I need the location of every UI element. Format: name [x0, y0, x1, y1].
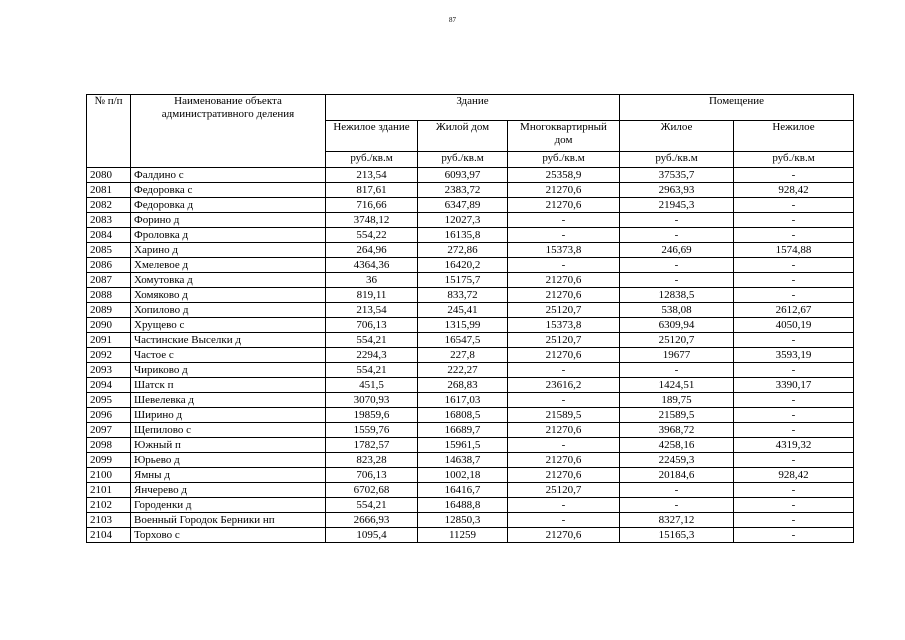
- nonresidential-premises-value: -: [734, 363, 854, 378]
- table-row: [87, 273, 854, 288]
- table-row: [87, 468, 854, 483]
- residential-premises-value: 6309,94: [620, 318, 734, 333]
- nonresidential-building-value: 1095,4: [326, 528, 418, 543]
- nonresidential-premises-value: -: [734, 288, 854, 303]
- table-row: [87, 378, 854, 393]
- residential-house-value: 222,27: [418, 363, 508, 378]
- residential-premises-value: -: [620, 273, 734, 288]
- table-row: [87, 213, 854, 228]
- nonresidential-building-value: 213,54: [326, 303, 418, 318]
- table-body: [87, 168, 854, 543]
- nonresidential-premises-value: -: [734, 168, 854, 183]
- object-name: Фроловка д: [131, 228, 326, 243]
- nonresidential-building-value: 3748,12: [326, 213, 418, 228]
- residential-premises-value: 538,08: [620, 303, 734, 318]
- nonresidential-premises-value: -: [734, 333, 854, 348]
- row-number: 2101: [87, 483, 131, 498]
- residential-premises-value: 8327,12: [620, 513, 734, 528]
- apartment-building-value: 21270,6: [508, 528, 620, 543]
- row-number: 2085: [87, 243, 131, 258]
- nonresidential-premises-value: -: [734, 408, 854, 423]
- residential-premises-value: 246,69: [620, 243, 734, 258]
- residential-premises-value: 19677: [620, 348, 734, 363]
- residential-house-value: 16547,5: [418, 333, 508, 348]
- header-nonresidential-premises: Нежилое: [734, 121, 854, 152]
- nonresidential-building-value: 706,13: [326, 468, 418, 483]
- residential-premises-value: 189,75: [620, 393, 734, 408]
- apartment-building-value: -: [508, 363, 620, 378]
- row-number: 2080: [87, 168, 131, 183]
- object-name: Ямны д: [131, 468, 326, 483]
- residential-premises-value: -: [620, 498, 734, 513]
- apartment-building-value: 25120,7: [508, 333, 620, 348]
- residential-premises-value: -: [620, 363, 734, 378]
- row-number: 2097: [87, 423, 131, 438]
- nonresidential-premises-value: -: [734, 483, 854, 498]
- data-table: [86, 94, 854, 543]
- residential-house-value: 14638,7: [418, 453, 508, 468]
- row-number: 2086: [87, 258, 131, 273]
- nonresidential-building-value: 823,28: [326, 453, 418, 468]
- apartment-building-value: 15373,8: [508, 243, 620, 258]
- nonresidential-building-value: 554,22: [326, 228, 418, 243]
- residential-house-value: 6093,97: [418, 168, 508, 183]
- object-name: Южный п: [131, 438, 326, 453]
- residential-house-value: 16420,2: [418, 258, 508, 273]
- apartment-building-value: -: [508, 498, 620, 513]
- row-number: 2098: [87, 438, 131, 453]
- table-row: [87, 393, 854, 408]
- residential-premises-value: 22459,3: [620, 453, 734, 468]
- object-name: Торхово с: [131, 528, 326, 543]
- nonresidential-building-value: 706,13: [326, 318, 418, 333]
- object-name: Городенки д: [131, 498, 326, 513]
- nonresidential-premises-value: -: [734, 513, 854, 528]
- apartment-building-value: 21589,5: [508, 408, 620, 423]
- nonresidential-premises-value: 4319,32: [734, 438, 854, 453]
- apartment-building-value: -: [508, 228, 620, 243]
- apartment-building-value: -: [508, 393, 620, 408]
- nonresidential-premises-value: 4050,19: [734, 318, 854, 333]
- apartment-building-value: -: [508, 438, 620, 453]
- residential-house-value: 245,41: [418, 303, 508, 318]
- residential-house-value: 16488,8: [418, 498, 508, 513]
- nonresidential-premises-value: 3593,19: [734, 348, 854, 363]
- row-number: 2096: [87, 408, 131, 423]
- table-row: [87, 483, 854, 498]
- table-row: [87, 183, 854, 198]
- residential-premises-value: 15165,3: [620, 528, 734, 543]
- nonresidential-premises-value: -: [734, 393, 854, 408]
- apartment-building-value: 23616,2: [508, 378, 620, 393]
- table-row: [87, 528, 854, 543]
- nonresidential-premises-value: 928,42: [734, 183, 854, 198]
- object-name: Федоровка д: [131, 198, 326, 213]
- table-row: [87, 318, 854, 333]
- table-row: [87, 453, 854, 468]
- nonresidential-building-value: 1559,76: [326, 423, 418, 438]
- residential-premises-value: -: [620, 213, 734, 228]
- nonresidential-building-value: 819,11: [326, 288, 418, 303]
- apartment-building-value: -: [508, 513, 620, 528]
- apartment-building-value: -: [508, 258, 620, 273]
- nonresidential-building-value: 817,61: [326, 183, 418, 198]
- nonresidential-building-value: 2666,93: [326, 513, 418, 528]
- nonresidential-premises-value: -: [734, 498, 854, 513]
- unit-label: руб./кв.м: [418, 152, 508, 168]
- apartment-building-value: 21270,6: [508, 423, 620, 438]
- table-row: [87, 363, 854, 378]
- row-number: 2084: [87, 228, 131, 243]
- row-number: 2090: [87, 318, 131, 333]
- residential-house-value: 268,83: [418, 378, 508, 393]
- nonresidential-building-value: 554,21: [326, 498, 418, 513]
- row-number: 2082: [87, 198, 131, 213]
- residential-premises-value: -: [620, 483, 734, 498]
- apartment-building-value: 15373,8: [508, 318, 620, 333]
- row-number: 2083: [87, 213, 131, 228]
- nonresidential-building-value: 554,21: [326, 333, 418, 348]
- nonresidential-building-value: 6702,68: [326, 483, 418, 498]
- table-row: [87, 198, 854, 213]
- residential-premises-value: 2963,93: [620, 183, 734, 198]
- table-row: [87, 243, 854, 258]
- nonresidential-premises-value: -: [734, 423, 854, 438]
- nonresidential-building-value: 2294,3: [326, 348, 418, 363]
- nonresidential-building-value: 1782,57: [326, 438, 418, 453]
- nonresidential-premises-value: 1574,88: [734, 243, 854, 258]
- residential-house-value: 16689,7: [418, 423, 508, 438]
- header-apartment-building: Многоквартирный дом: [508, 121, 620, 152]
- residential-premises-value: -: [620, 258, 734, 273]
- nonresidential-building-value: 36: [326, 273, 418, 288]
- header-residential-house: Жилой дом: [418, 121, 508, 152]
- residential-house-value: 833,72: [418, 288, 508, 303]
- residential-premises-value: 3968,72: [620, 423, 734, 438]
- apartment-building-value: 21270,6: [508, 468, 620, 483]
- row-number: 2094: [87, 378, 131, 393]
- row-number: 2099: [87, 453, 131, 468]
- table-row: [87, 348, 854, 363]
- table-row: [87, 333, 854, 348]
- residential-premises-value: 21589,5: [620, 408, 734, 423]
- object-name: Юрьево д: [131, 453, 326, 468]
- residential-premises-value: 4258,16: [620, 438, 734, 453]
- object-name: Хрущево с: [131, 318, 326, 333]
- residential-house-value: 12027,3: [418, 213, 508, 228]
- object-name: Частинские Выселки д: [131, 333, 326, 348]
- nonresidential-premises-value: -: [734, 228, 854, 243]
- table-row: [87, 408, 854, 423]
- apartment-building-value: 21270,6: [508, 273, 620, 288]
- header-building: Здание: [326, 95, 620, 121]
- object-name: Фалдино с: [131, 168, 326, 183]
- object-name: Федоровка с: [131, 183, 326, 198]
- table-row: [87, 438, 854, 453]
- row-number: 2100: [87, 468, 131, 483]
- residential-house-value: 12850,3: [418, 513, 508, 528]
- row-number: 2091: [87, 333, 131, 348]
- residential-house-value: 1002,18: [418, 468, 508, 483]
- table-row: [87, 288, 854, 303]
- table-row: [87, 423, 854, 438]
- row-number: 2088: [87, 288, 131, 303]
- residential-house-value: 227,8: [418, 348, 508, 363]
- object-name: Ширино д: [131, 408, 326, 423]
- residential-premises-value: 37535,7: [620, 168, 734, 183]
- nonresidential-premises-value: -: [734, 273, 854, 288]
- nonresidential-premises-value: 928,42: [734, 468, 854, 483]
- unit-label: руб./кв.м: [508, 152, 620, 168]
- object-name: Хмелевое д: [131, 258, 326, 273]
- object-name: Хомяково д: [131, 288, 326, 303]
- apartment-building-value: -: [508, 213, 620, 228]
- table-row: [87, 228, 854, 243]
- nonresidential-building-value: 451,5: [326, 378, 418, 393]
- nonresidential-premises-value: -: [734, 213, 854, 228]
- object-name: Форино д: [131, 213, 326, 228]
- row-number: 2095: [87, 393, 131, 408]
- row-number: 2103: [87, 513, 131, 528]
- apartment-building-value: 21270,6: [508, 453, 620, 468]
- row-number: 2081: [87, 183, 131, 198]
- table-row: [87, 258, 854, 273]
- residential-house-value: 15175,7: [418, 273, 508, 288]
- object-name: Шевелевка д: [131, 393, 326, 408]
- apartment-building-value: 25120,7: [508, 303, 620, 318]
- object-name: Шатск п: [131, 378, 326, 393]
- table-row: [87, 303, 854, 318]
- nonresidential-premises-value: -: [734, 198, 854, 213]
- object-name: Харино д: [131, 243, 326, 258]
- residential-house-value: 16808,5: [418, 408, 508, 423]
- residential-house-value: 16416,7: [418, 483, 508, 498]
- object-name: Чириково д: [131, 363, 326, 378]
- nonresidential-building-value: 264,96: [326, 243, 418, 258]
- nonresidential-premises-value: -: [734, 528, 854, 543]
- nonresidential-premises-value: -: [734, 258, 854, 273]
- apartment-building-value: 21270,6: [508, 183, 620, 198]
- header-premises: Помещение: [620, 95, 854, 121]
- table-row: [87, 168, 854, 183]
- apartment-building-value: 25120,7: [508, 483, 620, 498]
- residential-house-value: 1315,99: [418, 318, 508, 333]
- nonresidential-building-value: 213,54: [326, 168, 418, 183]
- table-row: [87, 498, 854, 513]
- residential-house-value: 1617,03: [418, 393, 508, 408]
- unit-label: руб./кв.м: [620, 152, 734, 168]
- residential-house-value: 16135,8: [418, 228, 508, 243]
- row-number: 2093: [87, 363, 131, 378]
- row-number: 2092: [87, 348, 131, 363]
- object-name: Хомутовка д: [131, 273, 326, 288]
- apartment-building-value: 21270,6: [508, 198, 620, 213]
- apartment-building-value: 25358,9: [508, 168, 620, 183]
- unit-label: руб./кв.м: [734, 152, 854, 168]
- residential-premises-value: 12838,5: [620, 288, 734, 303]
- header-nonresidential-building: Нежилое здание: [326, 121, 418, 152]
- nonresidential-building-value: 3070,93: [326, 393, 418, 408]
- residential-house-value: 15961,5: [418, 438, 508, 453]
- residential-premises-value: 21945,3: [620, 198, 734, 213]
- object-name: Частое с: [131, 348, 326, 363]
- nonresidential-premises-value: -: [734, 453, 854, 468]
- header-residential-premises: Жилое: [620, 121, 734, 152]
- residential-house-value: 272,86: [418, 243, 508, 258]
- row-number: 2104: [87, 528, 131, 543]
- apartment-building-value: 21270,6: [508, 288, 620, 303]
- header-name: Наименование объекта административного деления: [131, 95, 326, 168]
- unit-label: руб./кв.м: [326, 152, 418, 168]
- residential-house-value: 11259: [418, 528, 508, 543]
- residential-premises-value: -: [620, 228, 734, 243]
- page-number: 87: [449, 16, 456, 24]
- residential-premises-value: 1424,51: [620, 378, 734, 393]
- residential-house-value: 6347,89: [418, 198, 508, 213]
- nonresidential-premises-value: 3390,17: [734, 378, 854, 393]
- residential-premises-value: 20184,6: [620, 468, 734, 483]
- object-name: Военный Городок Берники нп: [131, 513, 326, 528]
- nonresidential-building-value: 4364,36: [326, 258, 418, 273]
- residential-premises-value: 25120,7: [620, 333, 734, 348]
- object-name: Хопилово д: [131, 303, 326, 318]
- nonresidential-building-value: 19859,6: [326, 408, 418, 423]
- residential-house-value: 2383,72: [418, 183, 508, 198]
- row-number: 2087: [87, 273, 131, 288]
- object-name: Янчерево д: [131, 483, 326, 498]
- apartment-building-value: 21270,6: [508, 348, 620, 363]
- nonresidential-premises-value: 2612,67: [734, 303, 854, 318]
- row-number: 2102: [87, 498, 131, 513]
- row-number: 2089: [87, 303, 131, 318]
- nonresidential-building-value: 716,66: [326, 198, 418, 213]
- table-row: [87, 513, 854, 528]
- header-number: № п/п: [87, 95, 131, 168]
- nonresidential-building-value: 554,21: [326, 363, 418, 378]
- object-name: Щепилово с: [131, 423, 326, 438]
